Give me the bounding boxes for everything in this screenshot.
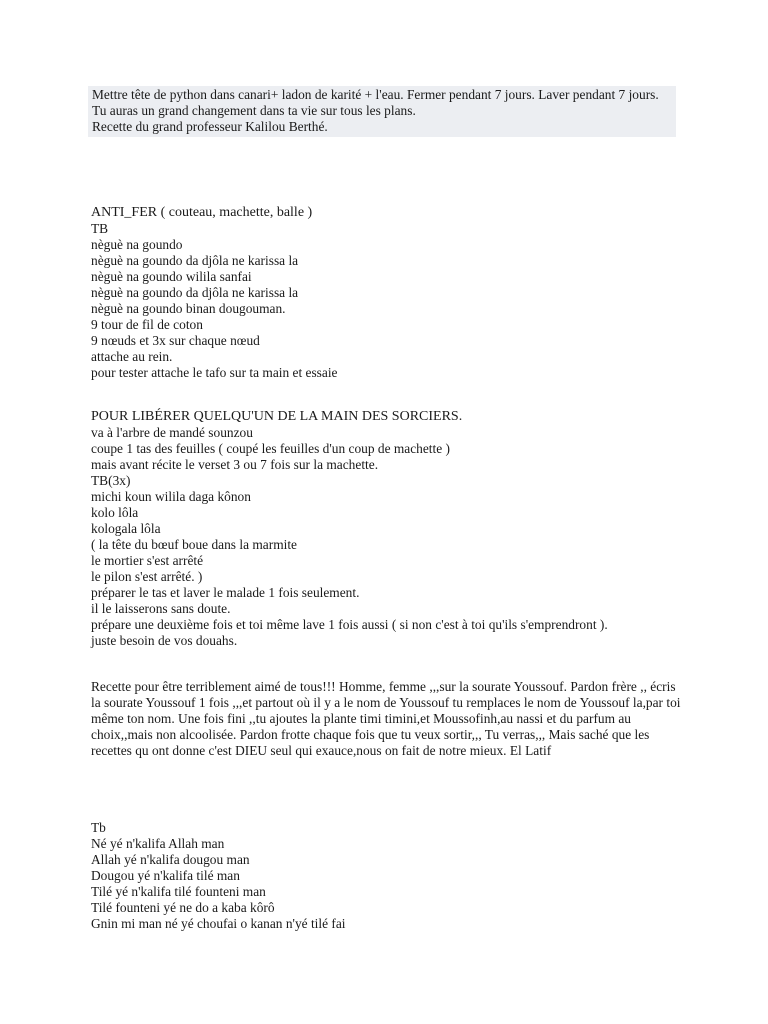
tb-title: Tb bbox=[91, 820, 106, 835]
text-line: va à l'arbre de mandé sounzou bbox=[91, 425, 253, 440]
anti-fer-title: ANTI_FER ( couteau, machette, balle ) bbox=[91, 205, 313, 220]
intro-line-3: Recette du grand professeur Kalilou Berthé. bbox=[92, 119, 328, 134]
text-line: Gnin mi man né yé choufai o kanan n'yé tilé fai bbox=[91, 916, 346, 931]
text-line: juste besoin de vos douahs. bbox=[91, 633, 238, 648]
text-line: pour tester attache le tafo sur ta main et essaie bbox=[91, 365, 338, 380]
intro-highlighted-paragraph bbox=[88, 86, 676, 137]
sorciers-section bbox=[91, 409, 608, 649]
text-line: nèguè na goundo binan dougouman. bbox=[91, 301, 286, 316]
text-line: 9 nœuds et 3x sur chaque nœud bbox=[91, 333, 260, 348]
text-line: préparer le tas et laver le malade 1 fois seulement. bbox=[91, 585, 360, 600]
text-line: mais avant récite le verset 3 ou 7 fois sur la machette. bbox=[91, 457, 379, 472]
text-line: nèguè na goundo bbox=[91, 237, 183, 252]
text-line: Tilé founteni yé ne do a kaba kôrô bbox=[91, 900, 275, 915]
text-line: ( la tête du bœuf boue dans la marmite bbox=[91, 537, 297, 552]
recette-text: Recette pour être terriblement aimé de tous!!! Homme, femme ,,,sur la sourate Youssouf. Pardon frère ,, écris la sourate Youssouf 1 fois ,,,et partout où il y a le nom de Youssouf tu remplaces le nom de Youssouf la,par toi même ton nom. Une fois fini ,,tu ajoutes la plante timi timini,et Moussofinh,au nassi et du parfum au choix,,mais non alcoolisée. Pardon frotte chaque fois que tu veux sortir,,, Tu verras,,, Mais saché que les recettes qu ont donne c'est DIEU seul qui exauce,nous on fait de notre mieux. El Latif bbox=[91, 679, 681, 758]
text-line: TB(3x) bbox=[91, 473, 131, 488]
intro-line-1: Mettre tête de python dans canari+ ladon de karité + l'eau. Fermer pendant 7 jours. Laver pendant 7 jours. bbox=[92, 87, 659, 102]
intro-line-2: Tu auras un grand changement dans ta vie sur tous les plans. bbox=[92, 103, 416, 118]
text-line: nèguè na goundo da djôla ne karissa la bbox=[91, 253, 299, 268]
text-line: le pilon s'est arrêté. ) bbox=[91, 569, 203, 584]
text-line: il le laisserons sans doute. bbox=[91, 601, 231, 616]
text-line: Né yé n'kalifa Allah man bbox=[91, 836, 225, 851]
text-line: Tilé yé n'kalifa tilé founteni man bbox=[91, 884, 266, 899]
text-line: 9 tour de fil de coton bbox=[91, 317, 203, 332]
text-line: le mortier s'est arrêté bbox=[91, 553, 204, 568]
text-line: nèguè na goundo da djôla ne karissa la bbox=[91, 285, 299, 300]
text-line: michi koun wilila daga kônon bbox=[91, 489, 251, 504]
text-line: attache au rein. bbox=[91, 349, 173, 364]
text-line: nèguè na goundo wilila sanfai bbox=[91, 269, 252, 284]
recette-paragraph bbox=[91, 679, 681, 759]
text-line: prépare une deuxième fois et toi même lave 1 fois aussi ( si non c'est à toi qu'ils s'emprendront ). bbox=[91, 617, 608, 632]
text-line: Dougou yé n'kalifa tilé man bbox=[91, 868, 240, 883]
anti-fer-section bbox=[91, 205, 338, 381]
text-line: coupe 1 tas des feuilles ( coupé les feuilles d'un coup de machette ) bbox=[91, 441, 450, 456]
text-line: kolo lôla bbox=[91, 505, 139, 520]
tb-section bbox=[91, 820, 346, 932]
text-line: kologala lôla bbox=[91, 521, 161, 536]
sorciers-title: POUR LIBÉRER QUELQU'UN DE LA MAIN DES SORCIERS. bbox=[91, 409, 463, 424]
text-line: Allah yé n'kalifa dougou man bbox=[91, 852, 250, 867]
text-line: TB bbox=[91, 221, 109, 236]
